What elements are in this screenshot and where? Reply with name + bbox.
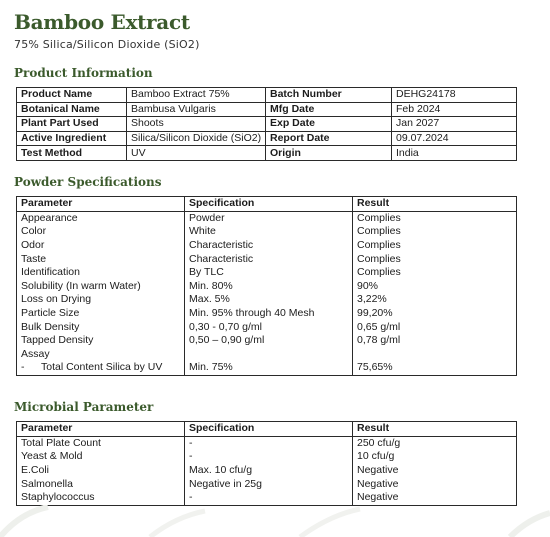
table-row <box>17 131 517 146</box>
field-value: DEHG24178 <box>392 88 517 103</box>
parameter-cell: Solubility (In warm Water) <box>17 280 185 294</box>
field-label: Plant Part Used <box>17 117 127 132</box>
field-value: Feb 2024 <box>392 102 517 117</box>
result-cell <box>353 348 517 362</box>
table-row <box>17 320 517 334</box>
result-cell: Complies <box>353 211 517 225</box>
field-label: Test Method <box>17 146 127 161</box>
parameter-cell: Identification <box>17 266 185 280</box>
table-row <box>17 102 517 117</box>
table-row <box>17 464 517 478</box>
result-cell: 10 cfu/g <box>353 450 517 464</box>
parameter-cell: Loss on Drying <box>17 293 185 307</box>
result-cell: Complies <box>353 252 517 266</box>
table-row <box>17 307 517 321</box>
result-cell: Negative <box>353 477 517 491</box>
parameter-cell: Salmonella <box>17 477 185 491</box>
specification-cell: Min. 95% through 40 Mesh <box>185 307 353 321</box>
result-cell: 90% <box>353 280 517 294</box>
table-row <box>17 293 517 307</box>
column-header: Result <box>353 197 517 212</box>
result-cell: 99,20% <box>353 307 517 321</box>
specification-cell: Max. 10 cfu/g <box>185 464 353 478</box>
result-cell: Complies <box>353 225 517 239</box>
parameter-cell: Color <box>17 225 185 239</box>
table-row <box>17 266 517 280</box>
parameter-cell: Staphylococcus <box>17 491 185 505</box>
table-row <box>17 239 517 253</box>
assay-parameter: Total Content Silica by UV <box>41 361 163 374</box>
parameter-cell <box>17 361 185 375</box>
microbial-table <box>16 421 517 506</box>
table-row <box>17 211 517 225</box>
page-title: Bamboo Extract <box>14 10 190 34</box>
table-row <box>17 477 517 491</box>
field-label: Botanical Name <box>17 102 127 117</box>
parameter-cell: Total Plate Count <box>17 436 185 450</box>
specification-cell: Min. 80% <box>185 280 353 294</box>
parameter-cell: E.Coli <box>17 464 185 478</box>
field-value: India <box>392 146 517 161</box>
assay-label: Assay <box>17 348 185 362</box>
parameter-cell: Taste <box>17 252 185 266</box>
specification-cell: Characteristic <box>185 239 353 253</box>
specification-cell: - <box>185 450 353 464</box>
result-cell: Complies <box>353 239 517 253</box>
field-value: Shoots <box>127 117 266 132</box>
field-value: UV <box>127 146 266 161</box>
assay-dash: - <box>21 361 25 374</box>
table-row <box>17 146 517 161</box>
parameter-cell: Appearance <box>17 211 185 225</box>
parameter-cell: Tapped Density <box>17 334 185 348</box>
specification-cell: Characteristic <box>185 252 353 266</box>
table-row <box>17 225 517 239</box>
column-header: Specification <box>185 422 353 437</box>
table-row <box>17 491 517 505</box>
table-row <box>17 117 517 132</box>
table-row-assay <box>17 348 517 362</box>
specification-cell <box>185 348 353 362</box>
product-info-heading: Product Information <box>14 66 153 80</box>
table-row <box>17 334 517 348</box>
table-row <box>17 361 517 375</box>
result-cell: 0,65 g/ml <box>353 320 517 334</box>
field-label: Exp Date <box>266 117 392 132</box>
table-row <box>17 252 517 266</box>
table-row <box>17 280 517 294</box>
specification-cell: 0,30 - 0,70 g/ml <box>185 320 353 334</box>
field-value: Silica/Silicon Dioxide (SiO2) <box>127 131 266 146</box>
result-cell: Negative <box>353 464 517 478</box>
table-header-row <box>17 197 517 212</box>
field-label: Mfg Date <box>266 102 392 117</box>
specification-cell: - <box>185 491 353 505</box>
column-header: Parameter <box>17 197 185 212</box>
column-header: Parameter <box>17 422 185 437</box>
field-value: Bamboo Extract 75% <box>127 88 266 103</box>
field-value: 09.07.2024 <box>392 131 517 146</box>
column-header: Specification <box>185 197 353 212</box>
microbial-heading: Microbial Parameter <box>14 400 154 414</box>
parameter-cell: Particle Size <box>17 307 185 321</box>
specification-cell: Max. 5% <box>185 293 353 307</box>
field-value: Jan 2027 <box>392 117 517 132</box>
table-header-row <box>17 422 517 437</box>
specification-cell: White <box>185 225 353 239</box>
powder-specs-table <box>16 196 517 376</box>
table-row <box>17 88 517 103</box>
parameter-cell: Bulk Density <box>17 320 185 334</box>
product-info-table <box>16 87 517 161</box>
parameter-cell: Odor <box>17 239 185 253</box>
page-subtitle: 75% Silica/Silicon Dioxide (SiO2) <box>14 38 200 51</box>
field-label: Product Name <box>17 88 127 103</box>
field-label: Batch Number <box>266 88 392 103</box>
field-label: Report Date <box>266 131 392 146</box>
result-cell: Complies <box>353 266 517 280</box>
column-header: Result <box>353 422 517 437</box>
result-cell: Negative <box>353 491 517 505</box>
field-value: Bambusa Vulgaris <box>127 102 266 117</box>
specification-cell: Min. 75% <box>185 361 353 375</box>
result-cell: 250 cfu/g <box>353 436 517 450</box>
powder-specs-heading: Powder Specifications <box>14 175 162 189</box>
specification-cell: - <box>185 436 353 450</box>
specification-cell: Powder <box>185 211 353 225</box>
result-cell: 75,65% <box>353 361 517 375</box>
specification-cell: By TLC <box>185 266 353 280</box>
table-row <box>17 450 517 464</box>
background-decoration <box>0 505 550 537</box>
parameter-cell: Yeast & Mold <box>17 450 185 464</box>
field-label: Origin <box>266 146 392 161</box>
field-label: Active Ingredient <box>17 131 127 146</box>
table-row <box>17 436 517 450</box>
specification-cell: Negative in 25g <box>185 477 353 491</box>
result-cell: 3,22% <box>353 293 517 307</box>
specification-cell: 0,50 – 0,90 g/ml <box>185 334 353 348</box>
result-cell: 0,78 g/ml <box>353 334 517 348</box>
